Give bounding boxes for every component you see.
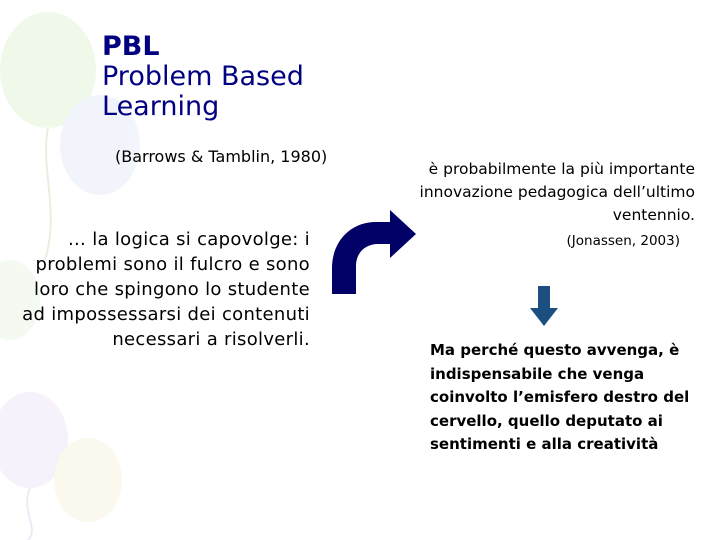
slide-title bbox=[102, 32, 402, 122]
title-line-1: Problem Based bbox=[102, 61, 304, 92]
right-citation: (Jonassen, 2003) bbox=[566, 233, 680, 249]
title-line-2: Learning bbox=[102, 91, 220, 122]
balloon-shape bbox=[54, 438, 122, 522]
title-citation: (Barrows & Tamblin, 1980) bbox=[115, 147, 328, 166]
right-paragraph: è probabilmente la più importante innovazione pedagogica dell’ultimo ventennio. bbox=[419, 160, 695, 224]
left-paragraph: … la logica si capovolge: i problemi sono il fulcro e sono loro che spingono lo studente ad impossessarsi dei contenuti necessari a risolverli. bbox=[22, 229, 310, 350]
down-arrow-icon bbox=[528, 286, 560, 328]
bottom-paragraph: Ma perché questo avvenga, è indispensabile che venga coinvolto l’emisfero destro del cervello, quello deputato ai sentimenti e alla creatività bbox=[430, 341, 690, 453]
balloon-string bbox=[27, 488, 32, 540]
title-acronym: PBL bbox=[102, 31, 160, 62]
